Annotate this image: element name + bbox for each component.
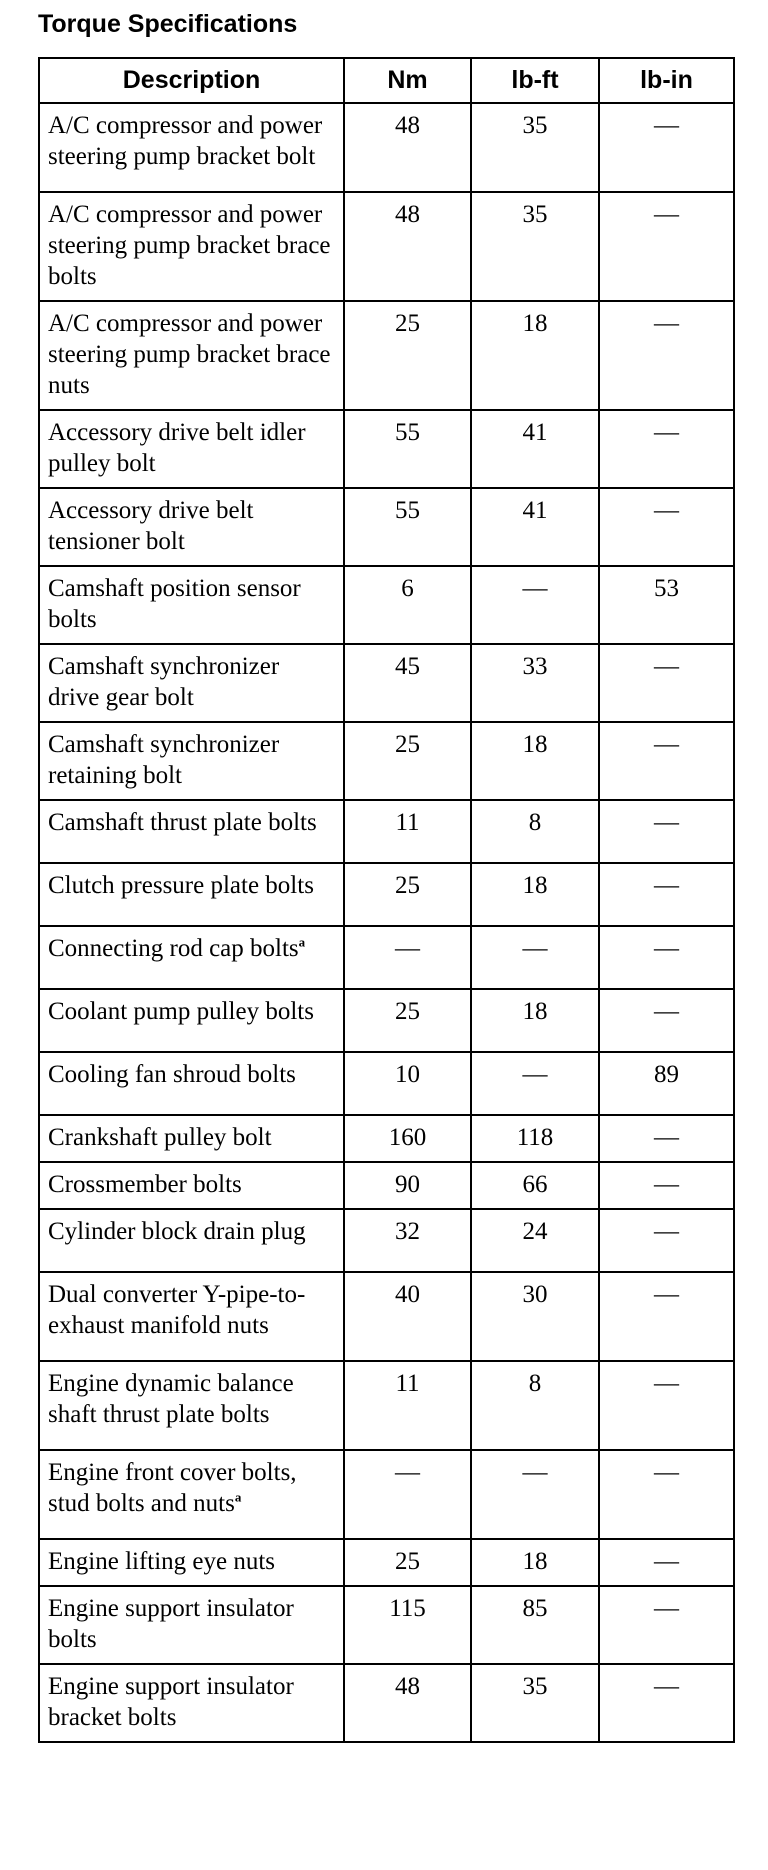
cell-lb-in: — — [599, 192, 734, 301]
cell-description — [39, 1539, 344, 1586]
cell-description — [39, 301, 344, 410]
cell-nm: 45 — [344, 644, 471, 722]
cell-lb-in: — — [599, 926, 734, 989]
description-text: Camshaft synchronizer retaining bolt — [48, 731, 280, 789]
table-row — [39, 800, 734, 863]
cell-lb-in: — — [599, 410, 734, 488]
cell-lb-ft: 66 — [471, 1162, 599, 1209]
description-text: Cooling fan shroud bolts — [48, 1061, 296, 1088]
description-text: Connecting rod cap bolts — [48, 935, 299, 962]
cell-nm: 11 — [344, 800, 471, 863]
cell-lb-in: — — [599, 1209, 734, 1272]
cell-lb-ft: 30 — [471, 1272, 599, 1361]
cell-lb-in: — — [599, 1539, 734, 1586]
cell-lb-in: — — [599, 301, 734, 410]
cell-lb-in: — — [599, 1450, 734, 1539]
cell-lb-ft: 35 — [471, 192, 599, 301]
cell-nm: 25 — [344, 863, 471, 926]
description-text: Crankshaft pulley bolt — [48, 1124, 272, 1151]
cell-description — [39, 989, 344, 1052]
cell-description — [39, 926, 344, 989]
cell-nm: 25 — [344, 1539, 471, 1586]
cell-lb-ft: 41 — [471, 488, 599, 566]
cell-lb-ft: 18 — [471, 1539, 599, 1586]
cell-lb-ft: 18 — [471, 722, 599, 800]
cell-lb-ft: — — [471, 1052, 599, 1115]
table-row — [39, 1209, 734, 1272]
cell-description — [39, 1209, 344, 1272]
cell-lb-in: — — [599, 722, 734, 800]
cell-nm: 48 — [344, 1664, 471, 1742]
cell-nm: 48 — [344, 192, 471, 301]
footnote-marker: a — [298, 934, 306, 950]
cell-lb-in: — — [599, 1162, 734, 1209]
cell-lb-in: — — [599, 488, 734, 566]
description-text: Crossmember bolts — [48, 1171, 242, 1198]
cell-nm: 25 — [344, 989, 471, 1052]
cell-description — [39, 1115, 344, 1162]
cell-nm: 115 — [344, 1586, 471, 1664]
description-text: Camshaft synchronizer drive gear bolt — [48, 653, 280, 711]
cell-nm: 32 — [344, 1209, 471, 1272]
table-row — [39, 989, 734, 1052]
cell-lb-in: — — [599, 989, 734, 1052]
table-row — [39, 1115, 734, 1162]
cell-lb-ft: 18 — [471, 989, 599, 1052]
cell-nm: 48 — [344, 103, 471, 192]
table-row — [39, 644, 734, 722]
cell-lb-ft: 18 — [471, 301, 599, 410]
cell-description — [39, 1361, 344, 1450]
cell-lb-ft: 8 — [471, 800, 599, 863]
cell-description — [39, 800, 344, 863]
header-lb-ft: lb-ft — [471, 58, 599, 103]
header-nm: Nm — [344, 58, 471, 103]
cell-lb-ft: — — [471, 1450, 599, 1539]
cell-lb-in: — — [599, 1115, 734, 1162]
footnote-marker: a — [234, 1489, 242, 1505]
cell-lb-ft: 24 — [471, 1209, 599, 1272]
description-text: Cylinder block drain plug — [48, 1218, 306, 1245]
cell-description — [39, 410, 344, 488]
description-text: Engine front cover bolts, stud bolts and nuts — [48, 1459, 297, 1517]
cell-lb-in: 89 — [599, 1052, 734, 1115]
cell-description — [39, 566, 344, 644]
table-row — [39, 863, 734, 926]
description-text: Engine lifting eye nuts — [48, 1548, 276, 1575]
cell-description — [39, 192, 344, 301]
table-row — [39, 410, 734, 488]
description-text: Dual converter Y-pipe-to-exhaust manifold nuts — [48, 1281, 306, 1339]
cell-lb-in: — — [599, 1272, 734, 1361]
cell-lb-ft: 35 — [471, 1664, 599, 1742]
cell-lb-ft: 118 — [471, 1115, 599, 1162]
cell-lb-ft: 35 — [471, 103, 599, 192]
cell-lb-ft: — — [471, 926, 599, 989]
description-text: Engine support insulator bracket bolts — [48, 1673, 294, 1731]
cell-nm: 25 — [344, 722, 471, 800]
table-row — [39, 192, 734, 301]
cell-description — [39, 488, 344, 566]
description-text: A/C compressor and power steering pump bracket brace nuts — [48, 310, 331, 399]
cell-lb-in: — — [599, 644, 734, 722]
cell-lb-in: — — [599, 1664, 734, 1742]
table-row — [39, 301, 734, 410]
cell-description — [39, 103, 344, 192]
cell-lb-in: — — [599, 1361, 734, 1450]
header-description: Description — [39, 58, 344, 103]
table-row — [39, 926, 734, 989]
cell-description — [39, 1052, 344, 1115]
table-row — [39, 1272, 734, 1361]
table-row — [39, 1586, 734, 1664]
table-row — [39, 1162, 734, 1209]
table-row — [39, 1539, 734, 1586]
table-row — [39, 1664, 734, 1742]
cell-nm: 6 — [344, 566, 471, 644]
cell-lb-in: — — [599, 800, 734, 863]
table-row — [39, 1450, 734, 1539]
cell-lb-ft: 85 — [471, 1586, 599, 1664]
description-text: Engine dynamic balance shaft thrust plate bolts — [48, 1370, 294, 1428]
description-text: Camshaft thrust plate bolts — [48, 809, 317, 836]
description-text: Camshaft position sensor bolts — [48, 575, 301, 633]
cell-nm: 25 — [344, 301, 471, 410]
cell-lb-in: 53 — [599, 566, 734, 644]
description-text: A/C compressor and power steering pump bracket bolt — [48, 112, 323, 170]
cell-description — [39, 1450, 344, 1539]
cell-lb-ft: — — [471, 566, 599, 644]
cell-description — [39, 644, 344, 722]
table-row — [39, 488, 734, 566]
cell-lb-in: — — [599, 863, 734, 926]
description-text: Accessory drive belt idler pulley bolt — [48, 419, 306, 477]
table-header-row — [39, 58, 734, 103]
description-text: Coolant pump pulley bolts — [48, 998, 314, 1025]
cell-nm: 55 — [344, 410, 471, 488]
cell-description — [39, 1272, 344, 1361]
cell-nm: 160 — [344, 1115, 471, 1162]
cell-nm: 40 — [344, 1272, 471, 1361]
table-row — [39, 1052, 734, 1115]
torque-spec-table — [38, 57, 735, 1743]
cell-lb-ft: 18 — [471, 863, 599, 926]
cell-lb-in: — — [599, 103, 734, 192]
cell-description — [39, 1162, 344, 1209]
table-row — [39, 1361, 734, 1450]
table-row — [39, 722, 734, 800]
cell-nm: 90 — [344, 1162, 471, 1209]
cell-description — [39, 863, 344, 926]
table-row — [39, 103, 734, 192]
description-text: A/C compressor and power steering pump bracket brace bolts — [48, 201, 331, 290]
cell-nm: 11 — [344, 1361, 471, 1450]
cell-description — [39, 722, 344, 800]
cell-lb-ft: 33 — [471, 644, 599, 722]
cell-nm: 10 — [344, 1052, 471, 1115]
page-title: Torque Specifications — [38, 10, 298, 38]
cell-nm: — — [344, 1450, 471, 1539]
description-text: Clutch pressure plate bolts — [48, 872, 314, 899]
cell-nm: — — [344, 926, 471, 989]
cell-nm: 55 — [344, 488, 471, 566]
cell-lb-in: — — [599, 1586, 734, 1664]
description-text: Engine support insulator bolts — [48, 1595, 294, 1653]
table-row — [39, 566, 734, 644]
description-text: Accessory drive belt tensioner bolt — [48, 497, 254, 555]
header-lb-in: lb-in — [599, 58, 734, 103]
cell-lb-ft: 41 — [471, 410, 599, 488]
cell-description — [39, 1664, 344, 1742]
cell-lb-ft: 8 — [471, 1361, 599, 1450]
cell-description — [39, 1586, 344, 1664]
